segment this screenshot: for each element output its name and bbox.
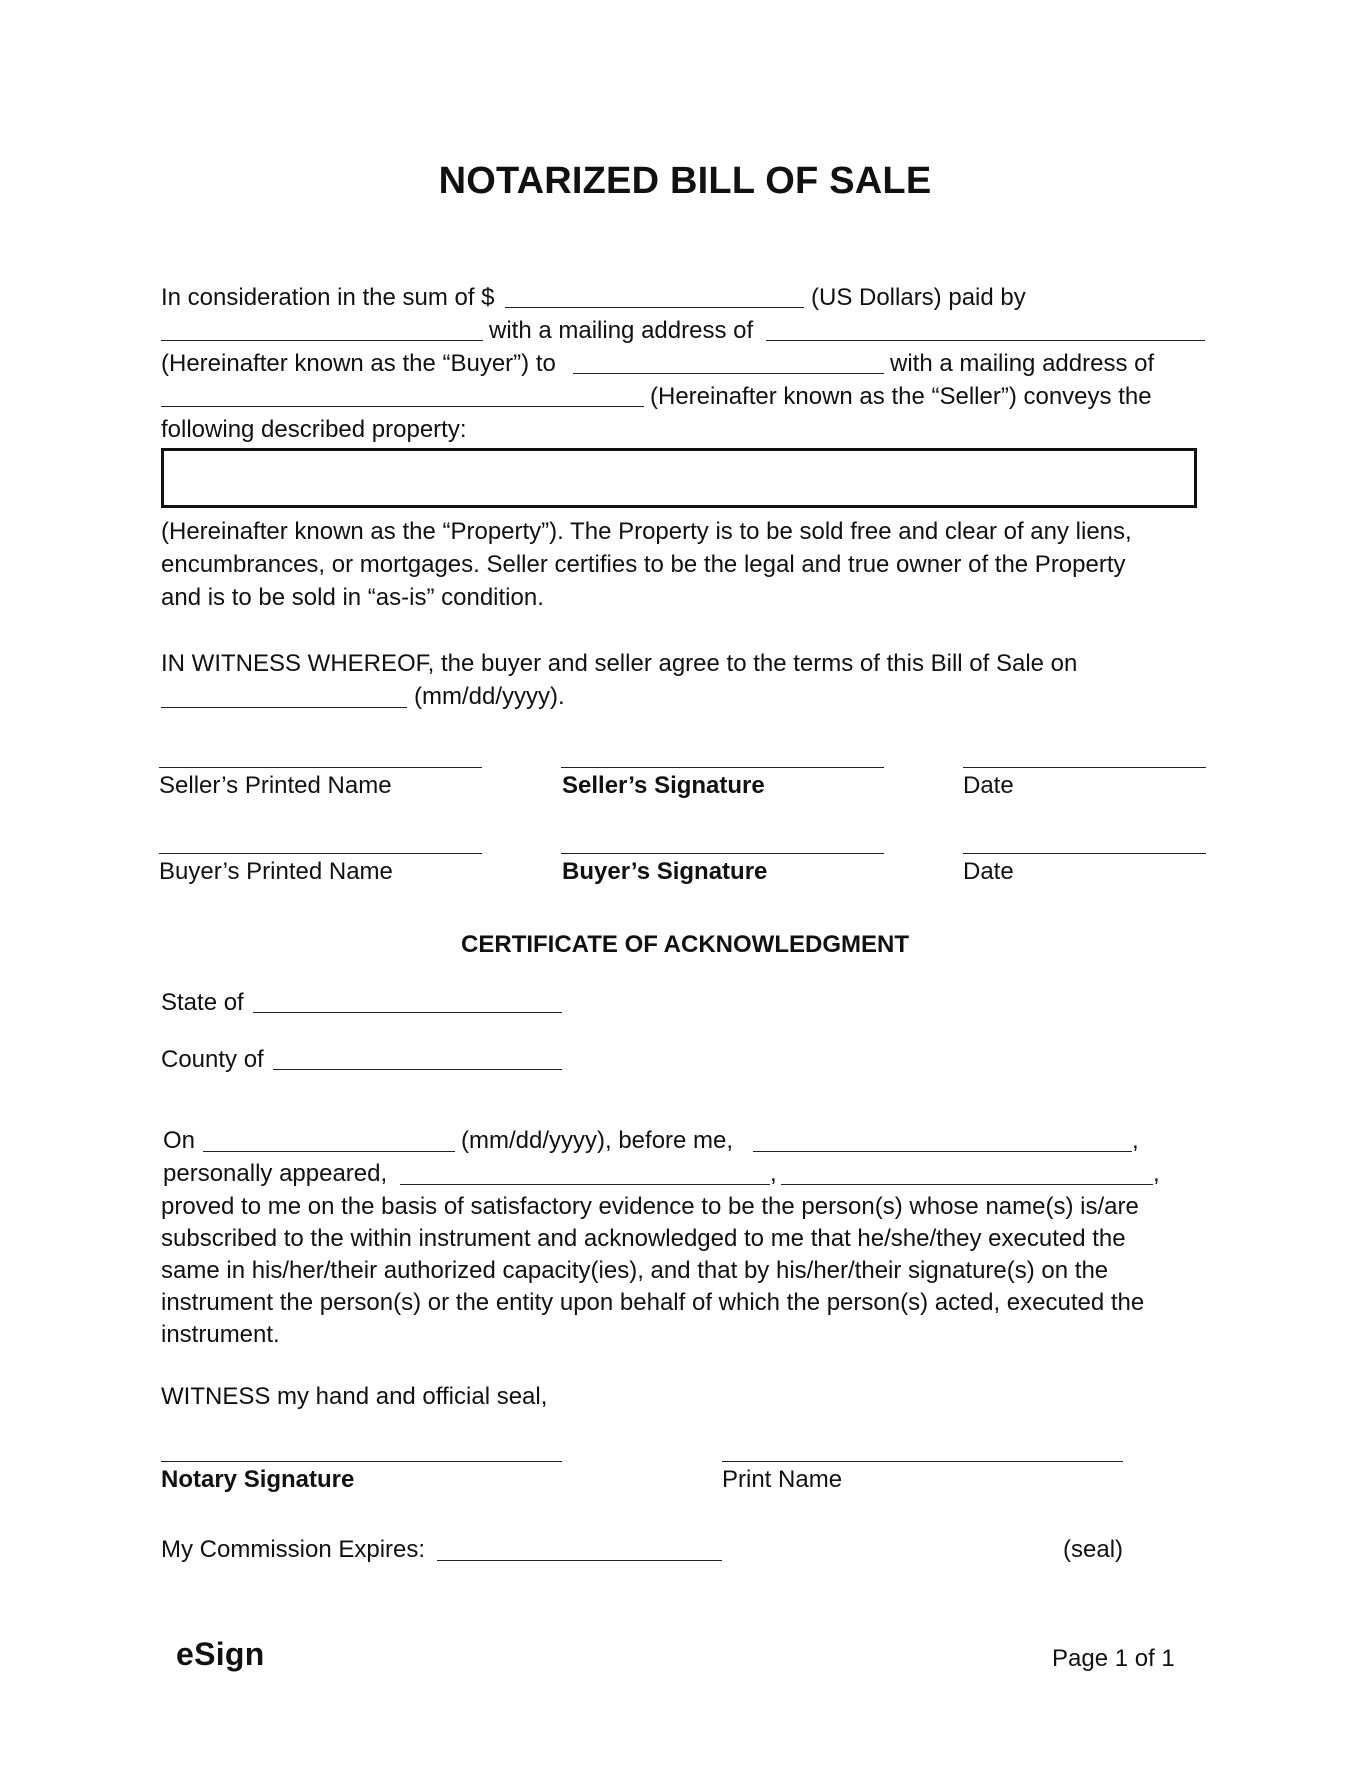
acknowledgment-body-line-4: instrument the person(s) or the entity upon behalf of which the person(s) acted, executed the [161,1289,1145,1316]
seller-date-label: Date [963,772,1014,799]
notary-signature-line[interactable] [161,1461,562,1462]
state-blank[interactable] [253,1012,562,1013]
print-name-line[interactable] [722,1461,1123,1462]
acknowledgment-body-line-5: instrument. [161,1321,280,1348]
county-of-label: County of [161,1046,264,1073]
intro-line-3-start: (Hereinafter known as the “Buyer”) to [161,350,556,377]
seller-signature-label: Seller’s Signature [562,772,765,799]
comma-2: , [770,1160,777,1187]
commission-expires-blank[interactable] [437,1560,722,1561]
acknowledgment-date-blank[interactable] [203,1151,455,1152]
comma-1: , [1132,1127,1139,1154]
intro-line-4-end: (Hereinafter known as the “Seller”) conveys the [650,383,1152,410]
intro-line-2-mid: with a mailing address of [489,317,754,344]
state-of-label: State of [161,989,244,1016]
on-label: On [163,1127,196,1154]
seal-label: (seal) [1063,1536,1124,1563]
notary-signature-label: Notary Signature [161,1466,355,1493]
property-paragraph-line-3: and is to be sold in “as-is” condition. [161,584,544,611]
buyer-name-blank[interactable] [161,340,483,341]
witness-whereof-line: IN WITNESS WHEREOF, the buyer and seller agree to the terms of this Bill of Sale on [161,650,1078,677]
sum-amount-blank[interactable] [505,307,804,308]
esign-logo: eSign [176,1636,265,1672]
seller-printed-name-line[interactable] [159,767,482,768]
acknowledgment-body-line-2: subscribed to the within instrument and acknowledged to me that he/she/they executed the [161,1225,1126,1252]
certificate-heading: CERTIFICATE OF ACKNOWLEDGMENT [461,931,909,958]
buyer-date-label: Date [963,858,1014,885]
seller-date-line[interactable] [963,767,1206,768]
intro-line-3-end: with a mailing address of [890,350,1155,377]
buyer-printed-name-line[interactable] [159,853,482,854]
acknowledgment-body-line-3: same in his/her/their authorized capacity(ies), and that by his/her/their signature(s) on the [161,1257,1109,1284]
county-blank[interactable] [273,1069,562,1070]
acknowledgment-body-line-1: proved to me on the basis of satisfactory evidence to be the person(s) whose name(s) is/are [161,1193,1139,1220]
property-description-box[interactable] [161,448,1197,508]
seller-address-blank[interactable] [161,406,644,407]
appeared-person-1-blank[interactable] [400,1184,770,1185]
page-number: Page 1 of 1 [1052,1645,1175,1672]
buyer-printed-name-label: Buyer’s Printed Name [159,858,393,885]
buyer-signature-label: Buyer’s Signature [562,858,768,885]
commission-expires-label: My Commission Expires: [161,1536,426,1563]
seller-signature-line[interactable] [561,767,884,768]
document-title: NOTARIZED BILL OF SALE [438,160,932,202]
seller-name-blank[interactable] [573,373,884,374]
intro-line-1-end: (US Dollars) paid by [811,284,1026,311]
buyer-signature-line[interactable] [561,853,884,854]
property-paragraph-line-1: (Hereinafter known as the “Property”). The Property is to be sold free and clear of any liens, [161,518,1132,545]
intro-line-5: following described property: [161,416,467,443]
agreement-date-format: (mm/dd/yyyy). [414,683,565,710]
comma-3: , [1153,1160,1160,1187]
property-paragraph-line-2: encumbrances, or mortgages. Seller certifies to be the legal and true owner of the Property [161,551,1126,578]
print-name-label: Print Name [722,1466,843,1493]
notary-name-blank[interactable] [753,1151,1132,1152]
seller-printed-name-label: Seller’s Printed Name [159,772,392,799]
appeared-person-2-blank[interactable] [781,1184,1153,1185]
buyer-date-line[interactable] [963,853,1206,854]
intro-line-1-start: In consideration in the sum of $ [161,284,495,311]
agreement-date-blank[interactable] [161,707,407,708]
buyer-address-blank[interactable] [766,340,1205,341]
witness-seal-text: WITNESS my hand and official seal, [161,1383,548,1410]
personally-appeared-label: personally appeared, [163,1160,388,1187]
before-me-text: (mm/dd/yyyy), before me, [461,1127,734,1154]
